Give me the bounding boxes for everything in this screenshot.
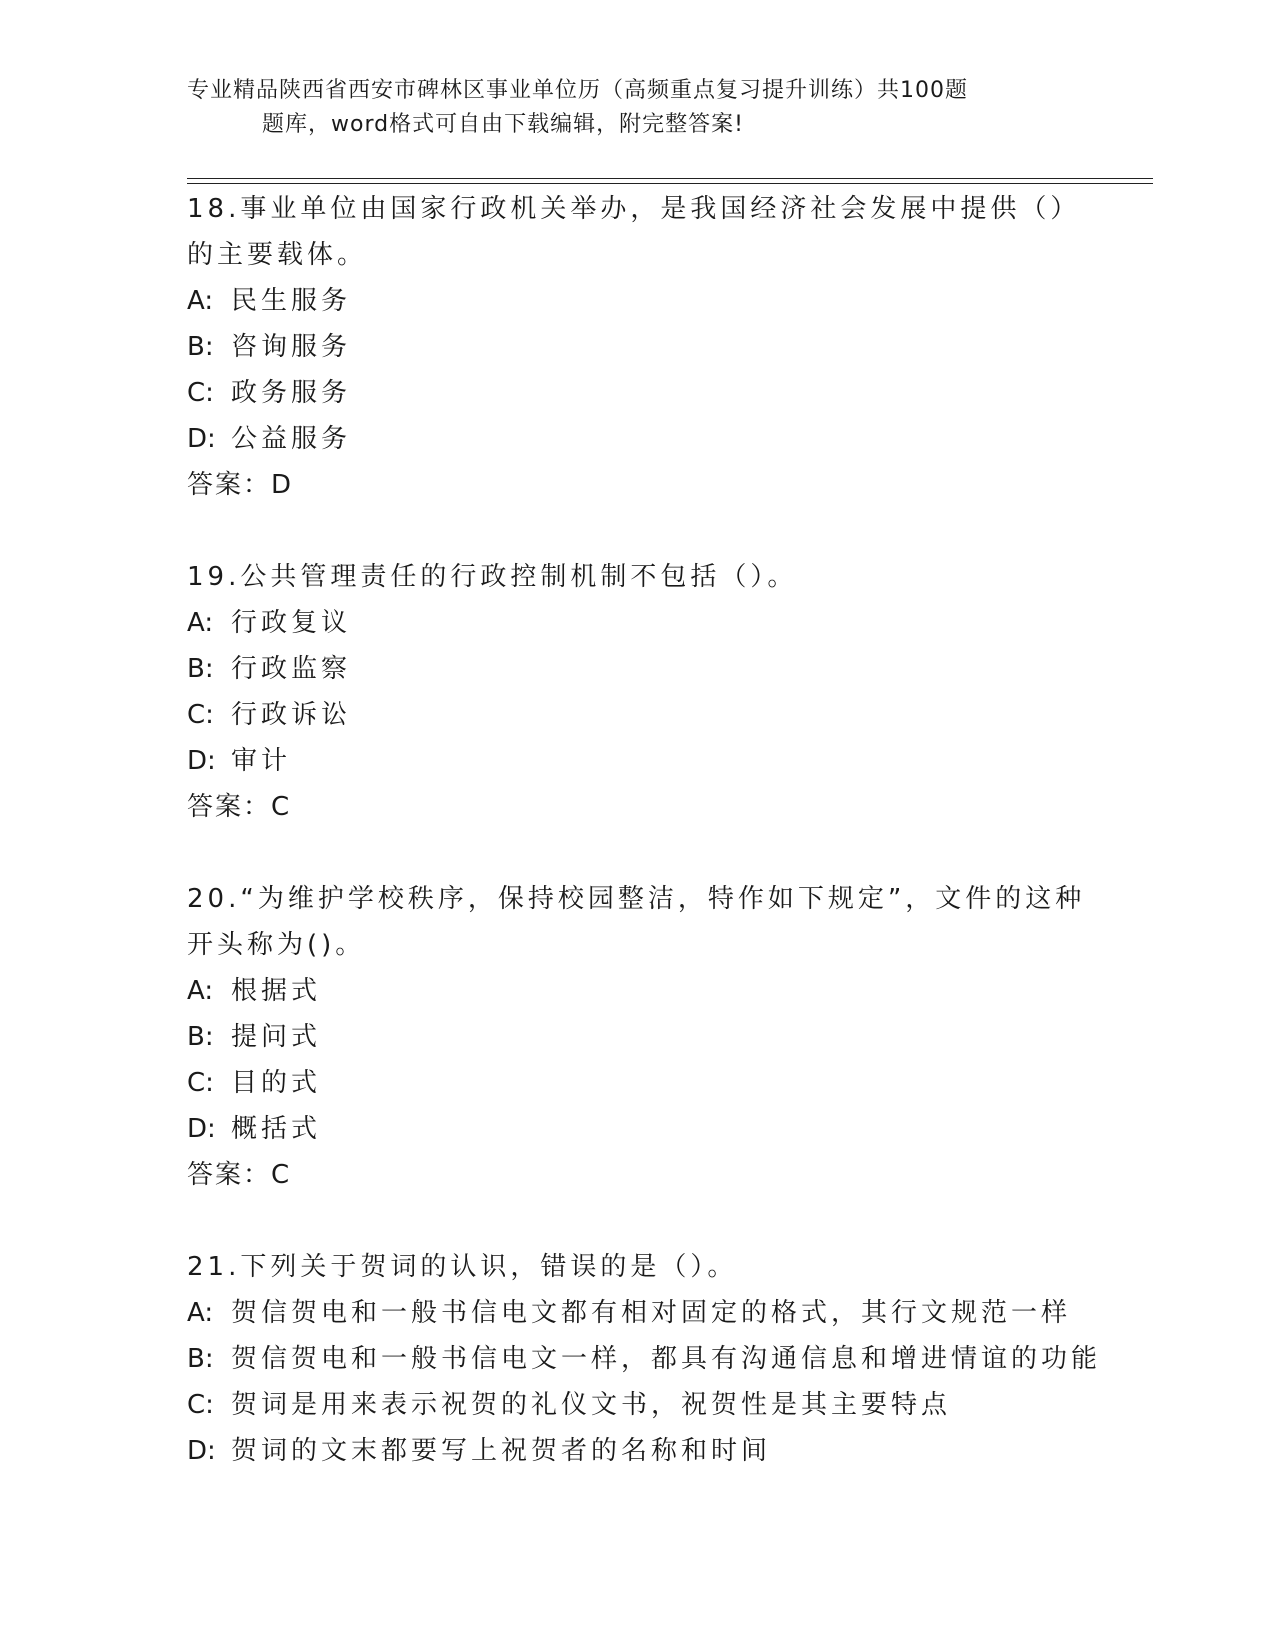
option-c [187,370,1087,416]
answer-line: 答案：C [187,1160,292,1190]
option-a [187,278,1087,324]
document-header [187,74,1047,142]
question-stem: 19.公共管理责任的行政控制机制不包括（）。 [187,562,798,592]
option-text: 民生服务 [231,286,352,316]
option-b [187,1336,1102,1382]
question-item [187,1244,1102,1474]
option-text: 行政监察 [231,654,352,684]
option-key: D: [187,746,216,776]
option-c [187,1382,1087,1428]
option-key: D: [187,424,216,454]
header-line-1: 专业精品陕西省西安市碑林区事业单位历（高频重点复习提升训练）共100题 [187,78,968,103]
option-d [187,1428,1087,1474]
question-stem: 21.下列关于贺词的认识，错误的是（）。 [187,1252,738,1282]
option-text: 概括式 [231,1114,322,1144]
question-item [187,876,1087,1198]
option-text: 公益服务 [231,424,352,454]
option-b [187,646,1087,692]
option-text: 咨询服务 [231,332,352,362]
answer-line: 答案：D [187,470,294,500]
option-text: 根据式 [231,976,322,1006]
option-b [187,324,1087,370]
option-text: 政务服务 [231,378,352,408]
option-b [187,1014,1087,1060]
option-key: C: [187,1390,214,1420]
option-text: 贺信贺电和一般书信电文都有相对固定的格式，其行文规范一样 [231,1298,1072,1328]
header-line-2: 题库，word格式可自由下载编辑，附完整答案! [262,112,744,137]
option-d [187,416,1087,462]
option-key: A: [187,608,214,638]
option-key: B: [187,1022,214,1052]
option-key: D: [187,1436,216,1466]
option-d [187,738,1087,784]
question-stem: 20.“为维护学校秩序，保持校园整洁，特作如下规定”，文件的这种开头称为()。 [187,884,1086,960]
option-text: 提问式 [231,1022,322,1052]
option-a [187,968,1087,1014]
option-key: A: [187,286,214,316]
option-key: C: [187,700,214,730]
option-key: B: [187,654,214,684]
question-item [187,554,1087,830]
option-key: B: [187,1344,214,1374]
option-key: D: [187,1114,216,1144]
option-c [187,1060,1087,1106]
header-divider-bottom [187,183,1153,184]
option-text: 行政复议 [231,608,352,638]
question-stem: 18.事业单位由国家行政机关举办，是我国经济社会发展中提供（）的主要载体。 [187,194,1081,270]
question-item [187,186,1087,508]
option-c [187,692,1087,738]
header-divider-top [187,178,1153,179]
option-d [187,1106,1087,1152]
question-list [187,186,1102,1520]
option-text: 贺词是用来表示祝贺的礼仪文书，祝贺性是其主要特点 [231,1390,952,1420]
option-key: A: [187,1298,214,1328]
option-key: A: [187,976,214,1006]
option-text: 审计 [231,746,292,776]
option-key: C: [187,378,214,408]
option-key: C: [187,1068,214,1098]
option-a [187,600,1087,646]
option-a [187,1290,1087,1336]
option-text: 贺词的文末都要写上祝贺者的名称和时间 [231,1436,772,1466]
option-text: 目的式 [231,1068,322,1098]
option-text: 行政诉讼 [231,700,352,730]
option-key: B: [187,332,214,362]
option-text: 贺信贺电和一般书信电文一样，都具有沟通信息和增进情谊的功能 [231,1344,1102,1374]
answer-line: 答案：C [187,792,292,822]
